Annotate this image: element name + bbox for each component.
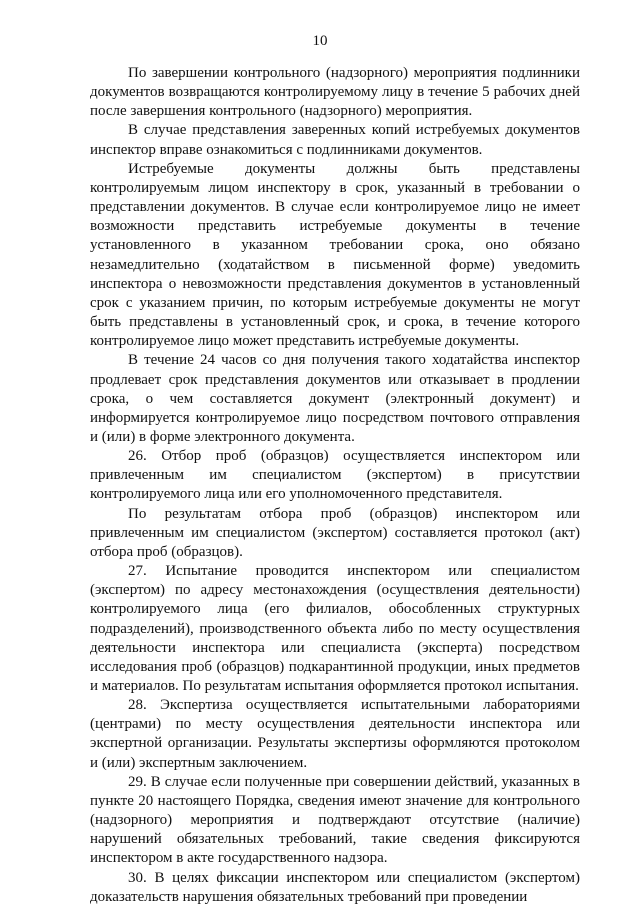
paragraph-26-sampling: 26. Отбор проб (образцов) осуществляется инспектором или привлеченным им специалистом (экспертом) в присутствии контролируемого лица или его уполномоченного представителя.: [90, 448, 580, 503]
paragraph-30-evidence: 30. В целях фиксации инспектором или специалистом (экспертом) доказательств нарушения обязательных требований при проведении: [90, 869, 580, 905]
paragraph-29-information: 29. В случае если полученные при совершении действий, указанных в пункте 20 настоящего Порядка, сведения имеют значение для контрольного (надзорного) мероприятия и подтверждают отсутствие (наличие) нарушений обязательных требований, такие сведения фиксируются инспектором в акте государственного надзора.: [90, 773, 580, 867]
paragraph-certified-copies: В случае представления заверенных копий истребуемых документов инспектор вправе ознакомиться с подлинниками документов.: [90, 122, 580, 158]
paragraph-return-originals: По завершении контрольного (надзорного) мероприятия подлинники документов возвращаются контролируемому лицу в течение 5 рабочих дней после завершения контрольного (надзорного) мероприятия.: [90, 65, 580, 120]
page-number: 10: [312, 33, 328, 49]
paragraph-deadline-extension: В течение 24 часов со дня получения такого ходатайства инспектор продлевает срок представления документов или отказывает в продлении срока, о чем составляется документ (электронный документ) и информируется контролируемое лицо посредством почтового отправления и (или) в форме электронного документа.: [90, 352, 580, 445]
paragraph-sampling-protocol: По результатам отбора проб (образцов) инспектором или привлеченным им специалистом (экспертом) составляется протокол (акт) отбора проб (образцов).: [90, 505, 580, 560]
paragraph-document-deadline: Истребуемые документы должны быть представлены контролируемым лицом инспектору в срок, указанный в требовании о представлении документов. В случае если контролируемое лицо не имеет возможности представить истребуемые документы в течение установленного в указанном требовании срока, оно обязано незамедлительно (ходатайством в письменной форме) уведомить инспектора о невозможности представления документов в установленный срок с указанием причин, по которым истребуемые документы не могут быть представлены в установленный срок, и срока, в течение которого контролируемое лицо может представить истребуемые документы.: [90, 160, 580, 350]
paragraph-28-expertise: 28. Экспертиза осуществляется испытательными лабораториями (центрами) по месту осуществления деятельности инспектора или экспертной организации. Результаты экспертизы оформляются протоколом и (или) экспертным заключением.: [90, 697, 580, 771]
paragraph-27-testing: 27. Испытание проводится инспектором или специалистом (экспертом) по адресу местонахождения (осуществления деятельности) контролируемого лица (его филиалов, обособленных структурных подразделений), производственного объекта либо по месту осуществления деятельности инспектора или специалиста (эксперта) посредством исследования проб (образцов) подкарантинной продукции, иных предметов и материалов. По результатам испытания оформляется протокол испытания.: [90, 563, 580, 694]
document-body: [90, 64, 580, 907]
